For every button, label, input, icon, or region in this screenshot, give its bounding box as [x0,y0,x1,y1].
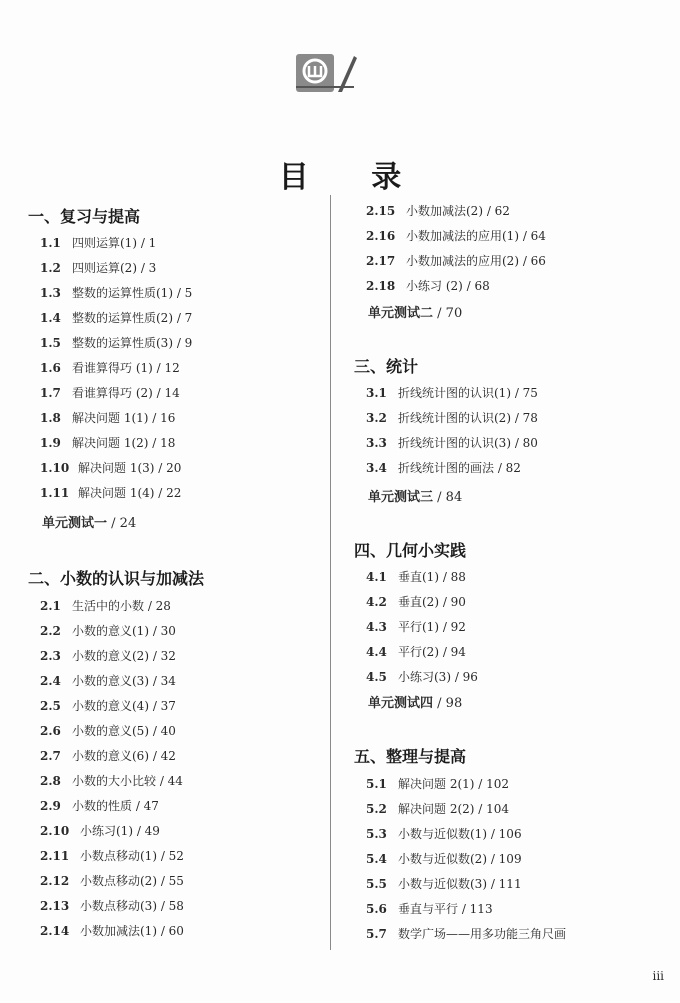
entry-text: 折线统计图的画法 / 82 [398,461,521,475]
entry-number: 2.11 [40,849,70,863]
toc-entry[interactable] [366,900,493,917]
toc-entry[interactable] [366,668,478,685]
entry-text: 折线统计图的认识(3) / 80 [398,436,538,450]
toc-entry[interactable] [40,284,192,301]
entry-number: 1.4 [40,311,61,325]
entry-text: 小练习(1) / 49 [80,824,160,838]
entry-number: 2.2 [40,624,61,638]
toc-entry[interactable] [40,797,159,814]
entry-number: 1.11 [40,486,70,500]
unit-test-page: / 70 [437,306,463,321]
toc-entry[interactable] [366,252,546,269]
entry-text: 整数的运算性质(1) / 5 [72,286,193,300]
toc-entry[interactable] [40,409,175,426]
entry-text: 小数点移动(1) / 52 [80,849,184,863]
entry-text: 垂直(2) / 90 [398,595,466,609]
unit-test-entry[interactable] [368,486,462,505]
toc-entry[interactable] [40,872,184,889]
entry-number: 3.2 [366,411,387,425]
entry-number: 2.8 [40,774,61,788]
entry-text: 小数点移动(2) / 55 [80,874,184,888]
page-number: iii [652,969,664,983]
entry-number: 1.6 [40,361,61,375]
entry-number: 3.4 [366,461,387,475]
entry-text: 看谁算得巧 (2) / 14 [72,386,180,400]
toc-entry[interactable] [40,847,184,864]
entry-number: 1.3 [40,286,61,300]
toc-entry[interactable] [40,922,184,939]
entry-text: 小数的意义(1) / 30 [72,624,176,638]
unit-test-label: 单元测试四 [368,696,434,711]
toc-entry[interactable] [40,359,180,376]
entry-text: 小数与近似数(2) / 109 [398,852,522,866]
toc-entry[interactable] [366,434,538,451]
toc-entry[interactable] [366,277,490,294]
entry-text: 折线统计图的认识(2) / 78 [398,411,538,425]
toc-entry[interactable] [40,434,175,451]
toc-entry[interactable] [366,875,522,892]
toc-entry[interactable] [40,647,176,664]
entry-number: 2.9 [40,799,61,813]
section-heading: 一、复习与提高 [28,207,141,226]
entry-text: 小数的大小比较 / 44 [72,774,183,788]
entry-number: 2.13 [40,899,70,913]
entry-text: 小数的意义(6) / 42 [72,749,176,763]
entry-number: 4.3 [366,620,387,634]
entry-text: 小数点移动(3) / 58 [80,899,184,913]
entry-number: 2.6 [40,724,61,738]
entry-number: 1.1 [40,236,61,250]
entry-text: 整数的运算性质(2) / 7 [72,311,193,325]
column-divider [330,195,331,950]
toc-entry[interactable] [40,259,156,276]
entry-text: 数学广场——用多功能三角尺画 [398,927,567,941]
toc-entry[interactable] [366,925,566,942]
toc-entry[interactable] [366,800,509,817]
toc-entry[interactable] [40,772,183,789]
entry-text: 小数加减法的应用(2) / 66 [406,254,546,268]
entry-text: 小数的意义(4) / 37 [72,699,176,713]
toc-entry[interactable] [40,309,192,326]
entry-number: 2.16 [366,229,396,243]
entry-text: 生活中的小数 / 28 [72,599,171,613]
toc-entry[interactable] [40,234,156,251]
entry-number: 1.9 [40,436,61,450]
toc-entry[interactable] [40,384,180,401]
entry-number: 4.1 [366,570,387,584]
entry-number: 2.17 [366,254,396,268]
toc-entry[interactable] [40,697,176,714]
entry-number: 2.12 [40,874,70,888]
toc-entry[interactable] [40,672,176,689]
entry-text: 小数的意义(5) / 40 [72,724,176,738]
unit-test-page: / 24 [111,516,137,531]
entry-text: 小数的意义(2) / 32 [72,649,176,663]
entry-text: 解决问题 1(4) / 22 [78,486,182,500]
entry-number: 5.6 [366,902,387,916]
entry-text: 垂直与平行 / 113 [398,902,493,916]
unit-test-label: 单元测试二 [368,306,434,321]
section-heading: 四、几何小实践 [354,541,467,560]
unit-test-page: / 98 [437,696,463,711]
toc-entry[interactable] [366,850,522,867]
toc-entry[interactable] [366,202,510,219]
toc-entry[interactable] [366,459,521,476]
unit-test-page: / 84 [437,490,463,505]
toc-entry[interactable] [40,459,181,476]
entry-text: 解决问题 1(3) / 20 [78,461,182,475]
toc-entry[interactable] [40,622,176,639]
entry-text: 解决问题 1(2) / 18 [72,436,176,450]
entry-text: 小数加减法(1) / 60 [80,924,184,938]
entry-text: 四则运算(1) / 1 [72,236,157,250]
entry-text: 小数与近似数(1) / 106 [398,827,522,841]
unit-test-entry[interactable] [368,302,462,321]
section-heading: 二、小数的认识与加减法 [28,569,205,588]
entry-number: 5.4 [366,852,387,866]
entry-text: 解决问题 2(2) / 104 [398,802,510,816]
entry-text: 解决问题 2(1) / 102 [398,777,510,791]
entry-text: 四则运算(2) / 3 [72,261,157,275]
entry-number: 4.5 [366,670,387,684]
entry-number: 4.4 [366,645,387,659]
toc-entry[interactable] [40,334,192,351]
entry-text: 解决问题 1(1) / 16 [72,411,176,425]
section-heading: 三、统计 [354,357,419,376]
entry-number: 5.1 [366,777,387,791]
entry-number: 2.1 [40,599,61,613]
entry-text: 小数加减法(2) / 62 [406,204,510,218]
entry-text: 看谁算得巧 (1) / 12 [72,361,180,375]
toc-entry[interactable] [366,825,522,842]
entry-text: 整数的运算性质(3) / 9 [72,336,193,350]
entry-number: 2.10 [40,824,70,838]
entry-number: 2.14 [40,924,70,938]
unit-test-entry[interactable] [368,692,462,711]
entry-number: 5.2 [366,802,387,816]
entry-number: 2.7 [40,749,61,763]
entry-number: 1.8 [40,411,61,425]
entry-text: 小练习(3) / 96 [398,670,478,684]
toc-entry[interactable] [40,597,171,614]
unit-test-label: 单元测试一 [42,516,108,531]
toc-entry[interactable] [40,722,176,739]
unit-test-label: 单元测试三 [368,490,434,505]
entry-text: 垂直(1) / 88 [398,570,466,584]
entry-number: 5.3 [366,827,387,841]
toc-entry[interactable] [40,897,184,914]
toc-entry[interactable] [366,227,546,244]
entry-number: 2.5 [40,699,61,713]
entry-text: 小练习 (2) / 68 [406,279,490,293]
toc-entry[interactable] [366,568,466,585]
toc-entry[interactable] [40,822,160,839]
entry-number: 2.18 [366,279,396,293]
entry-number: 4.2 [366,595,387,609]
toc-entry[interactable] [366,618,466,635]
entry-text: 平行(2) / 94 [398,645,466,659]
entry-number: 2.15 [366,204,396,218]
entry-number: 1.2 [40,261,61,275]
entry-number: 3.1 [366,386,387,400]
unit-test-entry[interactable] [42,512,136,531]
toc-entry[interactable] [366,775,509,792]
section-heading: 五、整理与提高 [354,747,467,766]
toc-entry[interactable] [40,747,176,764]
entry-number: 2.3 [40,649,61,663]
entry-number: 1.5 [40,336,61,350]
entry-text: 折线统计图的认识(1) / 75 [398,386,538,400]
entry-number: 2.4 [40,674,61,688]
entry-text: 小数加减法的应用(1) / 64 [406,229,546,243]
entry-number: 1.10 [40,461,70,475]
toc-entry[interactable] [366,409,538,426]
toc-entry[interactable] [366,643,466,660]
entry-text: 平行(1) / 92 [398,620,466,634]
toc-entry[interactable] [366,384,538,401]
publisher-logo [292,52,360,96]
page-title: 目 录 [278,160,428,195]
entry-text: 小数与近似数(3) / 111 [398,877,522,891]
toc-entry[interactable] [366,593,466,610]
entry-text: 小数的意义(3) / 34 [72,674,176,688]
entry-number: 3.3 [366,436,387,450]
entry-number: 5.7 [366,927,387,941]
entry-text: 小数的性质 / 47 [72,799,159,813]
entry-number: 1.7 [40,386,61,400]
entry-number: 5.5 [366,877,387,891]
toc-entry[interactable] [40,484,181,501]
